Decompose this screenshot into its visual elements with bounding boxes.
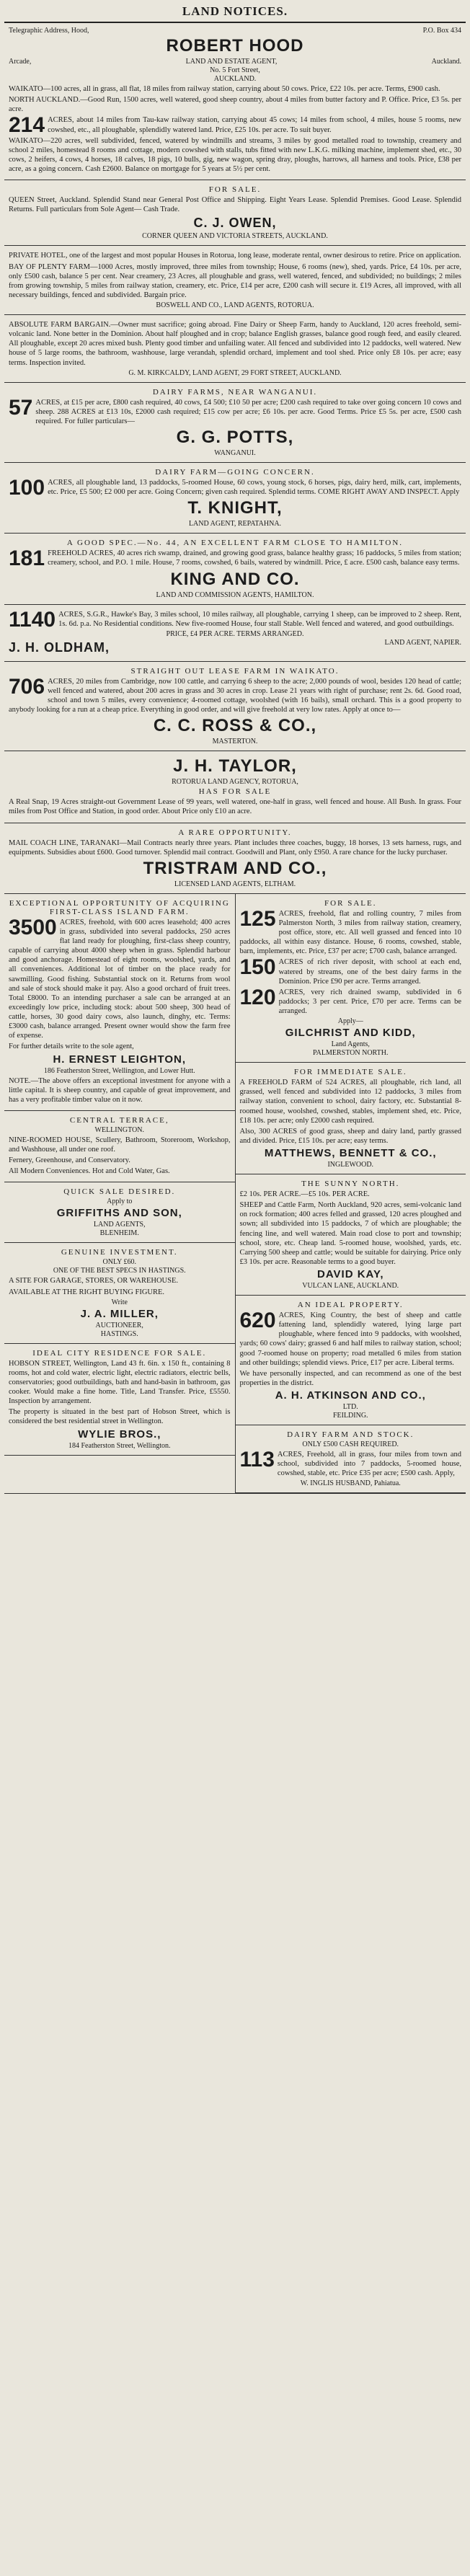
kirkcaldy-text: ABSOLUTE FARM BARGAIN.—Owner must sacrifice; going abroad. Fine Dairy or Sheep Farm, handy to Auckland, 120 acres freehold, semi-volcanic land. None better in the Dominion. About half ploughed and in crop; balance English grasses, balance good rough feed, and easily cleared. All ploughable, except 20 acres mixed bush. Plenty good timber and unfailing water. All fenced and subdivided into 12 paddocks, well watered. New house of 5 large rooms, the bathroom, washhouse, large verandah, splendid orchard, implement and tool shed. Price only £8 10s. per acre; easy terms. Inspection invited. — [9, 321, 461, 367]
matthews-signature: INGLEWOOD. — [327, 1161, 374, 1169]
hood-left2: Arcade, — [9, 58, 32, 66]
potts-text: ACRES, at £15 per acre, £800 cash required, 40 cows, £4 500; £10 50 per acre; £200 cash required to take over going concern 10 cows and sheep. 288 ACRES at £13 10s, £2000 cash required; £15 cow per acre; £6 10s. per acre. Good Terms. Price £5 5s. per acre, £500 cash required. For fuller particulars— — [35, 398, 461, 425]
leighton-note: NOTE.—The above offers an exceptional investment for anyone with a little capital. It is sheep country, and capable of great improvement, and has a very profitable timber value on it now. — [9, 1076, 231, 1104]
wylie-heading: IDEAL CITY RESIDENCE FOR SALE. — [32, 1348, 207, 1358]
hood-line3: AUCKLAND. — [213, 75, 257, 83]
hood-listing-1: WAIKATO—100 acres, all in grass, all flat, 18 miles from railway station, carrying about 50 cows. Price, £22 10s. per acre. Terms, £900 cash. — [9, 85, 440, 93]
oldham-text: ACRES, S.G.R., Hawke's Bay, 3 miles school, 10 miles railway, all ploughable, carrying 1 sheep, can be improved to 2 sheep. Rent, 1s. 6d. p.a. No Residential conditions. New five-roomed House, four stall Stable. Well fenced and watered, and good outbuildings. — [58, 610, 461, 628]
hood-header-row — [9, 27, 461, 35]
owen-address: CORNER QUEEN AND VICTORIA STREETS, AUCKLAND. — [142, 232, 328, 241]
boswell-signature: BOSWELL AND CO., LAND AGENTS, ROTORUA. — [156, 301, 314, 309]
miller-write: Write — [111, 1298, 128, 1306]
griffiths-heading: QUICK SALE DESIRED. — [63, 1187, 176, 1197]
wylie-address: 184 Featherston Street, Wellington. — [68, 1441, 171, 1450]
owen-name: C. J. OWEN, — [193, 216, 277, 231]
gilchrist-listing-2 — [240, 957, 462, 986]
king-acres-number: 181 — [9, 546, 45, 571]
tristram-name: TRISTRAM AND CO., — [143, 858, 327, 878]
husband-advert — [236, 1425, 466, 1493]
knight-name: T. KNIGHT, — [187, 498, 283, 518]
king-name: KING AND CO. — [170, 569, 300, 589]
knight-listing — [9, 476, 461, 500]
atkinson-name: A. H. ATKINSON AND CO., — [275, 1389, 426, 1402]
griffiths-line2: BLENHEIM. — [99, 1229, 139, 1238]
ross-listing — [9, 674, 461, 715]
atkinson-line1: LTD. — [342, 1403, 358, 1411]
matthews-name: MATTHEWS, BENNETT & CO., — [264, 1147, 437, 1159]
king-advert — [4, 534, 466, 604]
hood-name: ROBERT HOOD — [166, 36, 304, 56]
atkinson-heading: AN IDEAL PROPERTY. — [297, 1301, 404, 1309]
husband-text: ACRES, Freehold, all in grass, four miles from town and school, subdivided into 7 paddocks, 5-roomed house, cowshed, stable, etc. Price £35 per acre; £500 cash. Apply, — [277, 1451, 461, 1478]
taylor-name: J. H. TAYLOR, — [173, 756, 297, 776]
taylor-heading: HAS FOR SALE — [198, 787, 272, 797]
leighton-name: H. ERNEST LEIGHTON, — [53, 1053, 187, 1066]
griffiths-advert — [4, 1182, 235, 1243]
knight-text: ACRES, all ploughable land, 13 paddocks, 5-roomed House, 60 cows, young stock, 6 horses, pigs, dairy herd, milk, cart, implements, etc. Price, £5 500; £2 000 per acre. Going Concern; given cash required. Splendid terms. COME RIGHT AWAY AND INSPECT. Apply — [48, 479, 461, 497]
leighton-text: ACRES, freehold, with 600 acres leasehold; 400 acres in grass, subdivided into several paddocks, 250 acres flat land ready for ploughing, first-class sheep country, capable of carrying about 4000 sheep when in grass. Splendid harbour and good anchorage. Homestead of eight rooms, woolshed, yards, and all conveniences. Additional lot of timber on the place ready for sawmilling. Good fishing. Substantial stock on it. Returns from wool and sale of stock should make it pay. Also a good orchard of fruit trees. Total £8000. To an intending purchaser a sale can be arranged at an exceedingly low price, including stock: about 500 sheep, 300 head of cattle, horses, 30 good dairy cows, also launch, dinghy, etc. Terms: £3000 cash, balance arranged. Present owner would show the farm free of expense. — [9, 918, 231, 1040]
miller-line1: AUCTIONEER, — [95, 1321, 143, 1329]
gilchrist-acres-1: 125 — [239, 906, 276, 931]
atkinson-acres-number: 620 — [239, 1309, 276, 1332]
left-column — [4, 894, 235, 1494]
hood-address-row — [9, 58, 461, 66]
boswell-farms: BAY OF PLENTY FARM—1000 Acres, mostly improved, three miles from township; House, 6 rooms (new), shed, yards. Price, £4 10s. per acre, only £500 cash, balance 5 per cent. Near creamery, 23 Acres, all ploughable and grass, well watered, fenced, and subdivided; no buildings; 2 miles from growing township, 5 miles from railway station, creamery, etc. Price, £14 per acre, £200 cash will secure it. £19 Acres, all improved, with all necessary buildings, fenced and subdivided. Bargain price. — [9, 262, 461, 299]
taylor-agency: ROTORUA LAND AGENCY, ROTORUA, — [172, 778, 298, 787]
boswell-advert — [4, 246, 466, 315]
hood-line2: No. 5 Fort Street, — [210, 66, 260, 74]
leighton-write: For further details write to the sole agent, — [9, 1043, 134, 1051]
atkinson-text: ACRES, King Country, the best of sheep and cattle fattening land, splendidly watered, lying large part ploughable, where fenced into 9 paddocks, with woolshed, yards; 60 cows' dairy; grassed 6 and half miles to railway station, school; good 7-roomed house on property; road metalled 6 miles from station and other buildings; splendid views. Price, £17 per acre. Liberal terms. — [239, 1311, 461, 1367]
griffiths-line1: LAND AGENTS, — [93, 1221, 146, 1229]
husband-cash: ONLY £500 CASH REQUIRED. — [302, 1440, 399, 1448]
husband-signature: W. INGLIS HUSBAND, Pahiatua. — [300, 1479, 401, 1488]
central-extras: Fernery, Greenhouse, and Conservatory. — [9, 1156, 130, 1165]
miller-spec: ONE OF THE BEST SPECS IN HASTINGS. — [53, 1267, 186, 1275]
gilchrist-text-2: ACRES of rich river deposit, with school at each end, watered by streams, one of the best dairy farms in the Dominion. Price £90 per acre. Terms arranged. — [278, 958, 461, 986]
tristram-advert — [4, 823, 466, 894]
knight-acres-number: 100 — [9, 476, 45, 500]
miller-figure: AVAILABLE AT THE RIGHT BUYING FIGURE. — [9, 1288, 165, 1296]
owen-text: QUEEN Street, Auckland. Splendid Stand near General Post Office and Shipping. Eight Years Lease. Splendid Premises. Good Lease. Splendid Returns. Full particulars from Sole Agent— Cash Trade. — [9, 196, 461, 214]
ross-text: ACRES, 20 miles from Cambridge, now 100 cattle, and carrying 6 sheep to the acre; 2,000 pounds of wool, besides 120 head of cattle; well fenced and watered, about 200 acres in grass and 30 acres in crop. Lease 21 years with right of purchase; rent 2s. 6d. Good road, school and town 5 miles, every convenience; 4-roomed cottage, woolshed (with 16 bails), small orchard. This is a good property to anybody looking for a run at a cheap price. Everything in good order, and will give freehold at very low rates. Apply at once to— — [9, 677, 461, 714]
oldham-price: PRICE, £4 PER ACRE. TERMS ARRANGED. — [166, 629, 304, 638]
two-column-section — [4, 894, 466, 1495]
gilchrist-advert — [236, 894, 466, 1063]
kay-signature: VULCAN LANE, AUCKLAND. — [302, 1282, 399, 1290]
oldham-footer — [9, 639, 461, 657]
miller-site: A SITE FOR GARAGE, STORES, OR WAREHOUSE. — [9, 1277, 179, 1285]
matthews-heading: FOR IMMEDIATE SALE. — [293, 1068, 407, 1077]
hood-listing-2: NORTH AUCKLAND.—Good Run, 1500 acres, well watered, good sheep country, about 4 miles from butter factory and P. Office. Price, £3 5s. per acre. — [9, 96, 461, 114]
wylie-name: WYLIE BROS., — [78, 1428, 161, 1440]
central-conveniences: All Modern Conveniences. Hot and Cold Water, Gas. — [9, 1167, 170, 1176]
taylor-text: A Real Snap, 19 Acres straight-out Government Lease of 99 years, well watered, one-half in grass, well fenced and house. All Bush. In grass. Four miles from Post Office and Station, in good order. About Price only £10 an acre. — [9, 798, 461, 816]
oldham-advert — [4, 605, 466, 662]
miller-line2: HASTINGS. — [100, 1329, 138, 1338]
griffiths-name: GRIFFITHS AND SON, — [56, 1207, 182, 1220]
knight-heading: DAIRY FARM—GOING CONCERN. — [155, 468, 315, 477]
oldham-name: J. H. OLDHAM, — [9, 639, 110, 655]
hood-pobox: P.O. Box 434 — [422, 27, 461, 35]
potts-advert — [4, 383, 466, 463]
gilchrist-line2: PALMERSTON NORTH. — [313, 1049, 389, 1058]
boswell-hotel: PRIVATE HOTEL, one of the largest and most popular Houses in Rotorua, long lease, moderate rental, owner desirous to retire. Price on application. — [9, 252, 461, 260]
miller-name: J. A. MILLER, — [80, 1307, 159, 1320]
leighton-acres-number: 3500 — [9, 915, 57, 939]
atkinson-line2: FEILDING. — [332, 1412, 368, 1420]
husband-heading: DAIRY FARM AND STOCK. — [287, 1430, 414, 1439]
gilchrist-acres-2: 150 — [239, 955, 276, 980]
kay-advert — [236, 1174, 466, 1296]
hood-acres-number: 214 — [9, 113, 45, 138]
atkinson-note: We have personally inspected, and can recommend as one of the best properties in the district. — [239, 1369, 461, 1387]
oldham-acres-number: 1140 — [9, 607, 56, 632]
ross-heading: STRAIGHT OUT LEASE FARM IN WAIKATO. — [130, 666, 340, 676]
gilchrist-heading: FOR SALE. — [324, 898, 377, 908]
potts-town: WANGANUI. — [214, 449, 256, 457]
kay-heading: THE SUNNY NORTH. — [301, 1179, 400, 1188]
gilchrist-apply: Apply— — [337, 1017, 363, 1026]
central-heading: CENTRAL TERRACE, — [69, 1115, 169, 1125]
gilchrist-listing-3 — [239, 985, 462, 1016]
tristram-text: MAIL COACH LINE, TARANAKI—Mail Contracts nearly three years. Plant includes three coaches, buggy, 18 horses, 13 sets harness, rugs, and equipments. Subsidies about £600. Good turnover. Splendid mail contract. Goodwill and Plant, only £950. A rare chance for the lucky purchaser. — [9, 838, 461, 857]
hood-telegraphic: Telegraphic Address, Hood, — [9, 27, 89, 35]
kay-text: SHEEP and Cattle Farm, North Auckland, 920 acres, semi-volcanic land on rock formation; 400 acres felled and grassed, 120 acres ploughed and sown; all subdivided into 15 paddocks, 7 of which are ploughable; the fencing line, and well watered. Main road close to port and township; school, store, etc. Cheap land. 5-roomed house, woolshed, yards, etc. Carrying 500 sheep and cattle; would be suitable for dairying. Price only £3 10s. per acre. Reasonable terms to a good buyer. — [239, 1201, 461, 1266]
leighton-advert — [4, 894, 235, 1111]
matthews-text-1: A FREEHOLD FARM of 524 ACRES, all ploughable, rich land, all grassed, well fenced and subdivided into 12 paddocks, 3 miles from railway station, convenient to school, dairy factory, etc. Substantial 8-roomed house, woolshed, cowshed, stables, implement shed, etc. Price, £18 10s. per acre; only £2000 cash required. — [239, 1079, 461, 1125]
oldham-listing — [9, 607, 461, 632]
miller-price: ONLY £60. — [102, 1258, 136, 1267]
central-house: NINE-ROOMED HOUSE, Scullery, Bathroom, Storeroom, Workshop, and Washhouse, all under one roof. — [9, 1136, 231, 1154]
wylie-text: HOBSON STREET, Wellington, Land 43 ft. 6in. x 150 ft., containing 8 rooms, hot and cold water, electric light, electric radiators, electric bells, conservatories; good outbuildings, bath and hand-basin in bathroom, gas cooker. Would make a fine home. Title, Land Transfer. Price, £5550. Inspection by arrangement. — [9, 1359, 231, 1406]
husband-acres-number: 113 — [239, 1448, 275, 1471]
knight-advert — [4, 463, 466, 534]
miller-advert — [4, 1243, 235, 1343]
right-column — [235, 894, 466, 1494]
miller-heading: GENUINE INVESTMENT. — [61, 1248, 178, 1257]
king-text: FREEHOLD ACRES, 40 acres rich swamp, drained, and growing good grass, balance healthy grass; 16 paddocks, 5 miles from station; creamery, school, and P.O. 1 mile. House, 7 rooms, cowshed, 6 bails, watered by windmill. Price, £ acre. £500 cash, balance easy terms. — [48, 549, 461, 567]
gilchrist-name: GILCHRIST AND KIDD, — [285, 1027, 416, 1040]
taylor-advert — [4, 751, 466, 823]
leighton-address: 186 Featherston Street, Wellington, and Lower Hutt. — [43, 1066, 195, 1075]
page-title: LAND NOTICES. — [4, 3, 466, 23]
hood-left3: Auckland. — [431, 58, 461, 66]
leighton-heading: EXCEPTIONAL OPPORTUNITY OF ACQUIRING FIRST-CLASS ISLAND FARM. — [9, 898, 230, 916]
gilchrist-text-3: ACRES, very rich drained swamp, subdivided in 6 paddocks; 3 per cent. Price, £70 per acre. Terms can be arranged. — [278, 988, 461, 1015]
king-heading: A GOOD SPEC.—No. 44, AN EXCELLENT FARM CLOSE TO HAMILTON. — [66, 539, 404, 548]
hood-advert — [4, 23, 466, 180]
ross-advert — [4, 662, 466, 752]
central-terrace-advert — [4, 1111, 235, 1183]
potts-name: G. G. POTTS, — [176, 428, 294, 447]
gilchrist-listing-1 — [239, 906, 462, 957]
kirkcaldy-advert — [4, 315, 466, 383]
husband-listing — [240, 1450, 462, 1478]
wylie-note: The property is situated in the best part of Hobson Street, which is considered the best residential street in Wellington. — [9, 1408, 231, 1426]
kirkcaldy-signature: G. M. KIRKCALDY, LAND AGENT, 29 FORT STREET, AUCKLAND. — [128, 368, 342, 377]
potts-listing — [9, 395, 461, 426]
atkinson-listing — [240, 1311, 462, 1368]
potts-heading: DAIRY FARMS, NEAR WANGANUI. — [152, 387, 318, 397]
central-town: WELLINGTON. — [94, 1125, 144, 1134]
ross-signature: MASTERTON. — [212, 738, 258, 746]
gilchrist-line1: Land Agents, — [331, 1040, 370, 1049]
owen-heading: FOR SALE. — [208, 185, 262, 195]
ross-acres-number: 706 — [9, 674, 45, 699]
wylie-advert — [4, 1344, 235, 1456]
hood-listing-3 — [9, 113, 461, 138]
kay-name: DAVID KAY, — [316, 1268, 384, 1280]
hood-listing-4: WAIKATO—220 acres, well subdivided, fenced, watered by windmills and streams, 3 miles by good metalled road to township, creamery and school 2 miles, homestead 8 rooms and cottage, modern cowshed with stalls, tubs fitted with new L.K.G. milking machine, implement shed, etc., 30 cows, 2 heifers, 4 cows, 4 horses, 18 calves, 18 pigs, 10 bulls, gig, new wagon, spring dray, ploughs, harrows, all harness and tools. Price, £38 per acre, as a going concern. Cash £2600. Balance on mortgage for 5 years at 5½ per cent. — [9, 136, 461, 173]
atkinson-advert — [236, 1296, 466, 1425]
gilchrist-text-1: ACRES, freehold, flat and rolling country, 7 miles from Palmerston North, 3 miles from railway station, creamery, post office, store, etc. All well grassed and fenced into 10 paddocks, all within easy distance. House, 6 rooms, cowshed, stable, barn, implements, etc. Price, £37 per acre; £700 cash, balance arranged. — [239, 909, 461, 956]
owen-advert — [4, 180, 466, 246]
hood-line1: LAND AND ESTATE AGENT, — [185, 58, 278, 66]
leighton-listing — [9, 915, 231, 1041]
gilchrist-acres-3: 120 — [239, 985, 276, 1009]
knight-signature: LAND AGENT, REPATAHNA. — [188, 520, 282, 528]
oldham-signature: LAND AGENT, NAPIER. — [384, 638, 461, 647]
king-signature: LAND AND COMMISSION AGENTS, HAMILTON. — [156, 590, 314, 599]
potts-acres-number: 57 — [9, 395, 33, 420]
griffiths-apply: Apply to — [107, 1198, 133, 1206]
newspaper-page — [4, 0, 466, 1494]
king-listing — [9, 546, 461, 571]
tristram-signature: LICENSED LAND AGENTS, ELTHAM. — [174, 880, 296, 888]
matthews-advert — [236, 1063, 466, 1174]
hood-listing-3-text: ACRES, about 14 miles from Tau-kaw railway station, carrying about 45 cows; 14 miles from school, 4 miles, house 5 rooms, new cowshed, etc., all ploughable, splendidly watered land. Price, £25 10s. per acre. To suit buyer. — [48, 116, 461, 134]
kay-prices: £2 10s. PER ACRE.—£5 10s. PER ACRE. — [239, 1190, 370, 1198]
ross-name: C. C. ROSS & CO., — [153, 716, 317, 736]
matthews-text-2: Also, 300 ACRES of good grass, sheep and dairy land, partly grassed and divided. Price, £15 10s. per acre; easy terms. — [239, 1127, 461, 1145]
tristram-heading: A RARE OPPORTUNITY. — [178, 828, 292, 837]
